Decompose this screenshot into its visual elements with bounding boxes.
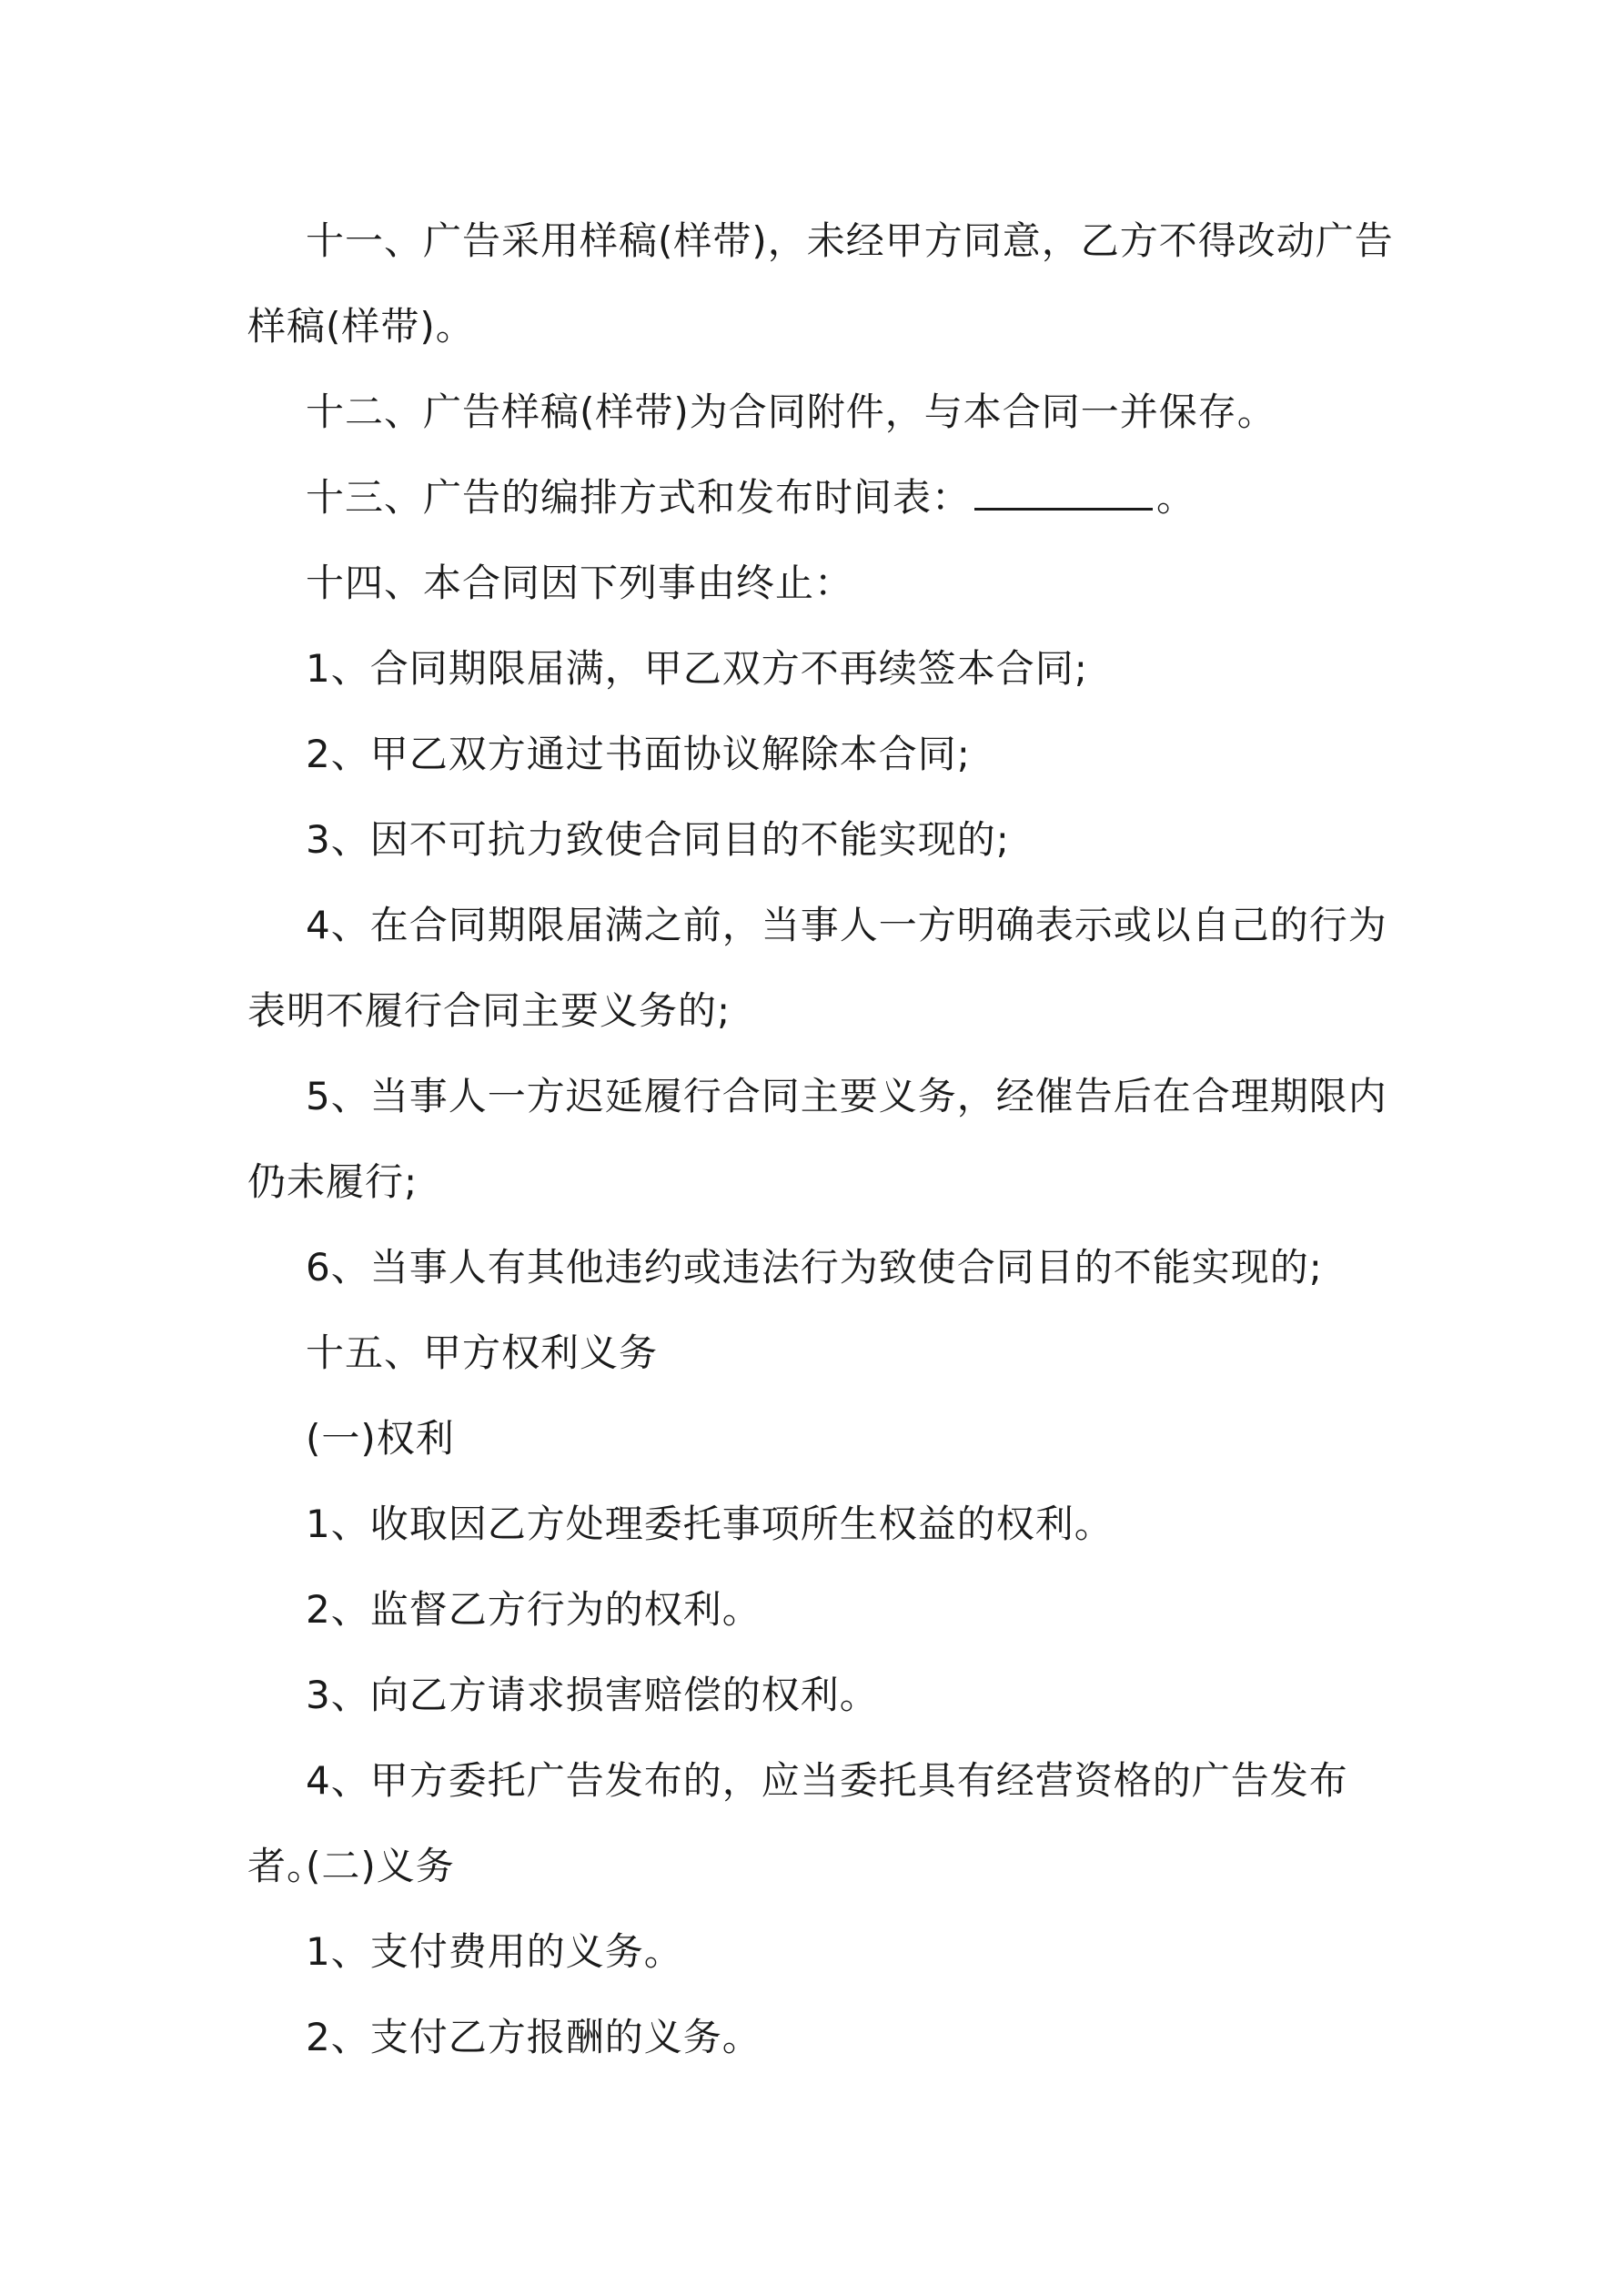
termination-item-5: 5、当事人一方迟延履行合同主要义务，经催告后在合理期限内仍未履行; [247,1074,1387,1204]
clause-13-end: 。 [1156,475,1196,520]
obligations-heading: (二)义务 [306,1844,455,1888]
rights-item-3: 3、向乙方请求损害赔偿的权利。 [306,1673,879,1717]
termination-item-3: 3、因不可抗力致使合同目的不能实现的; [306,817,1010,862]
clause-11: 十一、广告采用样稿(样带)，未经甲方同意，乙方不得改动广告样稿(样带)。 [247,218,1394,349]
obligations-item-2: 2、支付乙方报酬的义务。 [306,2015,762,2059]
termination-item-4: 4、在合同期限届满之前，当事人一方明确表示或以自己的行为表明不履行合同主要义务的; [247,903,1387,1033]
rights-item-2: 2、监督乙方行为的权利。 [306,1587,762,1632]
clause-12: 十二、广告样稿(样带)为合同附件，与本合同一并保存。 [306,389,1276,434]
rights-item-1: 1、收取因乙方处理委托事项所生权益的权利。 [306,1502,1114,1546]
termination-item-1: 1、合同期限届满，甲乙双方不再续签本合同; [306,646,1088,691]
clause-15: 十五、甲方权利义务 [306,1330,659,1375]
rights-item-4: 4、甲方委托广告发布的，应当委托具有经营资格的广告发布者。 [247,1758,1348,1888]
rights-heading: (一)权利 [306,1416,455,1461]
termination-item-6: 6、当事人有其他违约或违法行为致使合同目的不能实现的; [306,1245,1323,1290]
fill-in-blank [974,480,1153,511]
clause-13 [247,455,1394,541]
clause-13-text: 十三、广告的编排方式和发布时间表： [306,475,972,520]
termination-item-2: 2、甲乙双方通过书面协议解除本合同; [306,732,971,776]
obligations-item-1: 1、支付费用的义务。 [306,1929,683,1974]
clause-14: 十四、本合同因下列事由终止： [306,561,854,605]
